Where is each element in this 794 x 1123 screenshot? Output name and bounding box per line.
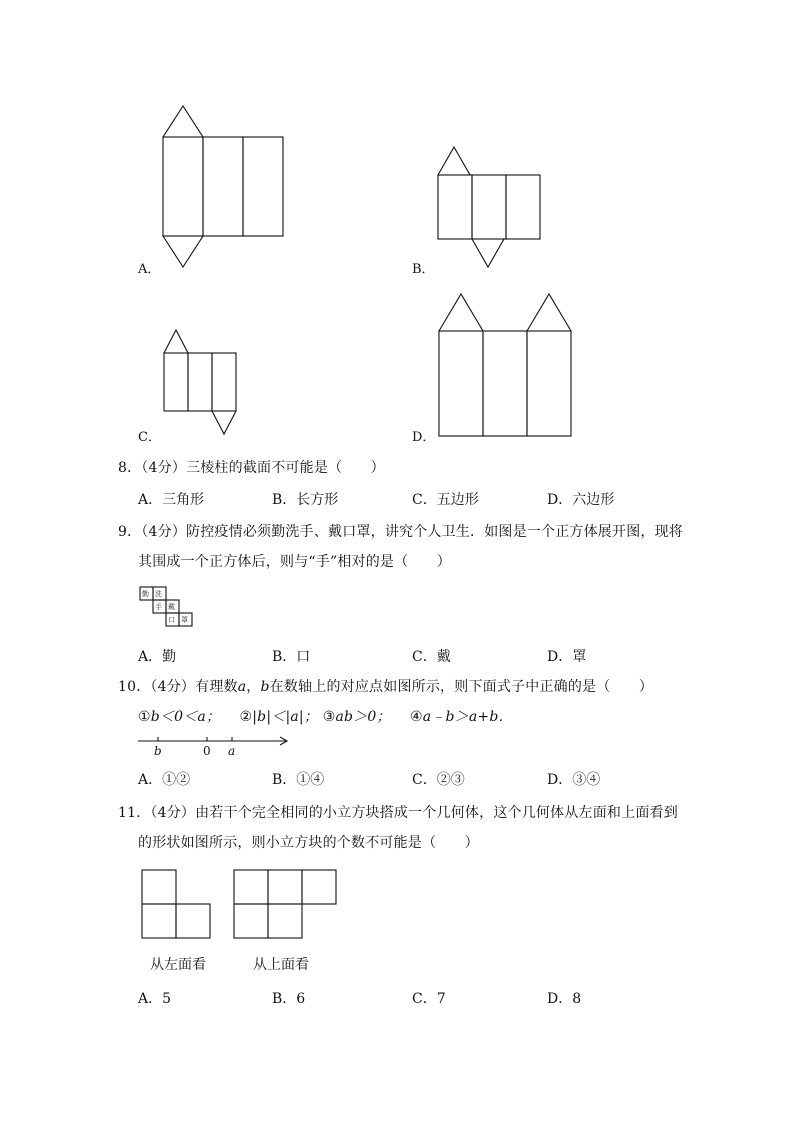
q10-option-b[interactable]: B．①④ xyxy=(272,772,325,788)
q11-option-c[interactable]: C．7 xyxy=(412,991,446,1007)
q10-var-b: b xyxy=(260,679,270,695)
q9-option-d[interactable]: D．罩 xyxy=(547,649,587,665)
q11-stem-line1: 11．（4分）由若干个完全相同的小立方块搭成一个几何体，这个几何体从左面和上面看到 xyxy=(118,805,678,821)
option-label-c: C． xyxy=(138,430,161,445)
stmt3-expr: ab＞0； xyxy=(335,709,391,725)
q10-statements xyxy=(138,706,513,726)
stmt2-expr: |b|＜|a|； xyxy=(252,709,319,725)
axis-label-b: b xyxy=(154,744,162,758)
axis-label-0: 0 xyxy=(203,744,211,758)
q9-option-c[interactable]: C．戴 xyxy=(412,649,451,665)
net-figure-b xyxy=(436,145,546,271)
q8-option-d[interactable]: D．六边形 xyxy=(547,492,615,508)
q8-option-b[interactable]: B．长方形 xyxy=(272,492,339,508)
caption-left-view: 从左面看 xyxy=(150,957,206,973)
q10-stem-prefix: 10．（4分）有理数 xyxy=(118,679,238,695)
left-view-figure xyxy=(141,869,213,941)
net-figure-c xyxy=(162,328,242,438)
net-figure-d xyxy=(437,292,575,440)
q11-option-b[interactable]: B．6 xyxy=(272,991,306,1007)
q10-option-c[interactable]: C．②③ xyxy=(412,772,465,788)
net-cell-kou: 口 xyxy=(168,616,175,624)
q11-option-d[interactable]: D．8 xyxy=(547,991,582,1007)
q10-stem xyxy=(118,676,653,696)
q10-option-d[interactable]: D．③④ xyxy=(547,772,601,788)
caption-top-view: 从上面看 xyxy=(253,957,309,973)
option-label-b: B． xyxy=(412,262,435,277)
q8-option-a[interactable]: A．三角形 xyxy=(138,492,205,508)
stmt2-number: ② xyxy=(239,709,253,725)
net-cell-zhao: 罩 xyxy=(181,616,188,624)
option-label-a: A． xyxy=(138,262,161,277)
stmt1-expr: b＜0＜a； xyxy=(150,709,221,725)
net-cell-qin: 勤 xyxy=(142,590,149,598)
number-line xyxy=(136,733,296,763)
q11-option-a[interactable]: A．5 xyxy=(138,991,172,1007)
option-label-d: D． xyxy=(412,430,436,445)
axis-label-a: a xyxy=(228,744,236,758)
q10-stem-suffix: 在数轴上的对应点如图所示，则下面式子中正确的是（ ） xyxy=(269,679,654,695)
q11-stem-line2: 的形状如图所示，则小立方块的个数不可能是（ ） xyxy=(138,835,479,851)
q10-option-a[interactable]: A．①② xyxy=(138,772,191,788)
net-cell-xi: 洗 xyxy=(155,590,162,598)
stmt1-number: ① xyxy=(138,709,151,725)
stmt4-number: ④ xyxy=(410,709,423,725)
net-cell-dai: 戴 xyxy=(168,603,175,611)
stmt4-expr: a﹣b＞a+b． xyxy=(422,709,513,725)
top-view-figure xyxy=(233,869,339,941)
stmt3-number: ③ xyxy=(322,709,336,725)
net-cell-shou: 手 xyxy=(155,603,162,611)
q8-stem: 8．（4分）三棱柱的截面不可能是（ ） xyxy=(118,460,385,476)
q9-option-b[interactable]: B．口 xyxy=(272,649,311,665)
q10-var-a: a xyxy=(237,679,247,695)
q9-option-a[interactable]: A．勤 xyxy=(138,649,177,665)
q10-comma: ， xyxy=(246,679,261,695)
net-figure-a xyxy=(160,104,290,270)
q9-stem-line1: 9．（4分）防控疫情必须勤洗手、戴口罩，讲究个人卫生．如图是一个正方体展开图，现将 xyxy=(118,524,684,540)
cube-net-figure xyxy=(139,586,195,628)
q9-stem-line2: 其围成一个正方体后，则与“手”相对的是（ ） xyxy=(138,554,451,570)
q8-option-c[interactable]: C．五边形 xyxy=(412,492,479,508)
